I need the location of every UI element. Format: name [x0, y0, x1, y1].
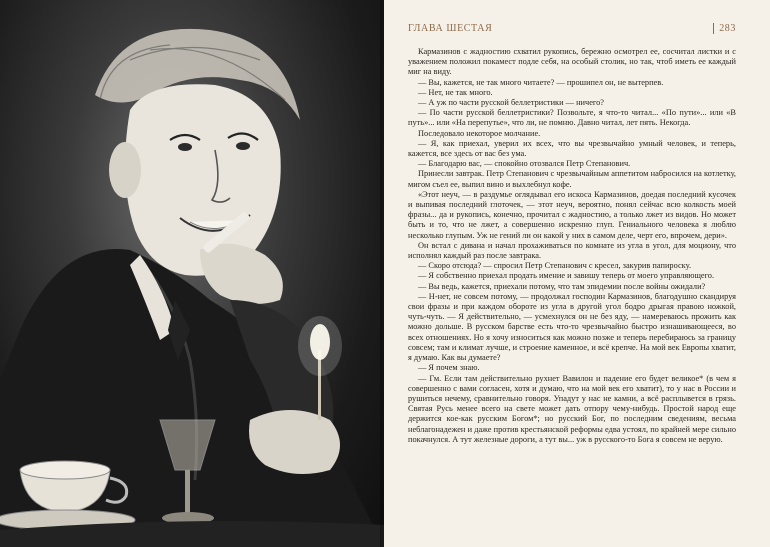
paragraph: Кармазинов с жадностию схватил рукопись, бережно осмотрел ее, сосчитал листки и с уважением положил покамест подле себя, на особый столик, но так, чтоб иметь ее каждый миг на виду.: [408, 47, 736, 77]
illustration-portrait: [0, 0, 384, 547]
text-page: [384, 0, 770, 547]
paragraph: Принесли завтрак. Петр Степанович с чрезвычайным аппетитом набросился на котлетку, мигом съел ее, выпил вино и выхлебнул кофе.: [408, 169, 736, 189]
paragraph: — Вы ведь, кажется, приехали потому, что там эпидемии после войны ожидали?: [418, 281, 706, 291]
paragraph: — Благодарю вас, — спокойно отозвался Петр Степанович.: [418, 159, 631, 169]
page-number: 283: [713, 23, 736, 34]
chapter-title: ГЛАВА ШЕСТАЯ: [408, 22, 493, 34]
charcoal-drawing: [0, 0, 384, 547]
paragraph: — Скоро отсюда? — спросил Петр Степанович с кресел, закурив папироску.: [418, 261, 692, 271]
paragraph: — По части русской беллетристики? Позвольте, я что-то читал... «По пути»... или «В путь»... или «На перепутье», что ли, не помню. Давно читал, лет пять. Некогда.: [408, 108, 736, 128]
paragraph: — Я собственно приехал продать имение и завишу теперь от моего управляющего.: [418, 271, 715, 281]
running-head: [408, 20, 736, 36]
paragraph: «Этот неуч, — в раздумье оглядывал его искоса Кармазинов, доедая последний кусочек и выпивая последний глоточек, — этот неуч, вероятно, понял сейчас всю колкость моей фразы... да и рукопись, конечно, прочитал с жадностию, а только лжет из видов. Но может быть и то, что не лжет, а совершенно искренно глуп. Гениального человека я люблю несколько глупым. Уж не гений ли он какой у них в самом деле, черт его, впрочем, дери».: [408, 189, 736, 240]
body-text: [408, 47, 736, 445]
paragraph: — Гм. Если там действительно рухнет Вавилон и падение его будет великое* (в чем я совершенно с вами согласен, хотя и думаю, что на мой век его хватит), то у нас в России и рушиться нечему, сравнительно говоря. Упадут у нас не камни, а всё расплывется в грязь. Святая Русь менее всего на свете может дать отпору чему-нибудь. Простой народ еще держится кое-как русским Богом*; но русский Бог, по последним сведениям, весьма неблагонадежен и даже против крестьянской реформы едва устоял, по крайней мере сильно покачнулся. А тут железные дороги, а тут вы... уж в русского-то Бога я совсем не верую.: [408, 373, 736, 444]
paragraph: Последовало некоторое молчание.: [418, 128, 541, 138]
paragraph: — Нет, не так много.: [418, 87, 493, 97]
paragraph: — Н-нет, не совсем потому, — продолжал господин Кармазинов, благодушно скандируя свои фразы и при каждом обороте из угла в другой угол бодро дрыгая правою ножкой, чуть-чуть. — Я действительно, — усмехнулся он не без яду, — намереваюсь прожить как можно дольше. В русском барстве есть что-то чрезвычайно быстро изнашивающееся, во всех отношениях. Но я хочу износиться как можно позже и теперь перебираюсь за границу совсем; там и климат лучше, и строение каменное, и всё крепче. На мой век Европы хватит, я думаю. Как вы думаете?: [408, 291, 736, 363]
paragraph: — Я, как приехал, уверил их всех, что вы чрезвычайно умный человек, и теперь, кажется, все здесь от вас без ума.: [408, 138, 736, 159]
paragraph: — Я почем знаю.: [418, 363, 480, 373]
paragraph: — А уж по части русской беллетристики — ничего?: [418, 98, 604, 108]
paragraph: Он встал с дивана и начал прохаживаться по комнате из угла в угол, для моциону, что исполнял каждый раз после завтрака.: [408, 240, 736, 261]
paragraph: — Вы, кажется, не так много читаете? — прошипел он, не вытерпев.: [418, 77, 664, 87]
